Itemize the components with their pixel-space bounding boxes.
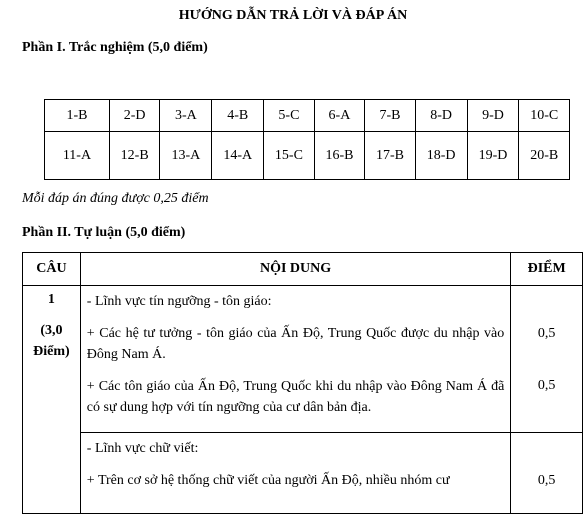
essay-header-row [23, 253, 583, 286]
content-cell [80, 286, 510, 433]
answer-cell: 8-D [415, 100, 467, 132]
answer-key-table [44, 99, 570, 180]
content-line: + Trên cơ sở hệ thống chữ viết của người Ấn Độ, nhiều nhóm cư [86, 473, 450, 488]
answer-cell: 20-B [519, 132, 570, 180]
score-cell [511, 286, 583, 433]
answer-cell: 11-A [45, 132, 110, 180]
column-header-content: NỘI DUNG [80, 253, 510, 286]
question-points-line: (3,0 [40, 323, 63, 338]
answer-cell: 15-C [264, 132, 315, 180]
question-points [23, 320, 80, 362]
answer-cell: 12-B [109, 132, 160, 180]
part1-heading: Phần I. Trắc nghiệm (5,0 điểm) [22, 40, 208, 55]
answer-cell: 2-D [109, 100, 160, 132]
answer-cell: 16-B [314, 132, 365, 180]
content-cell [80, 433, 510, 514]
answer-cell: 1-B [45, 100, 110, 132]
answer-cell: 3-A [160, 100, 212, 132]
answer-cell: 4-B [212, 100, 264, 132]
page-title: HƯỚNG DẪN TRẢ LỜI VÀ ĐÁP ÁN [178, 8, 408, 23]
column-header-question: CÂU [23, 253, 81, 286]
content-line: + Các hệ tư tưởng - tôn giáo của Ấn Độ, Trung Quốc được du nhập vào Đông Nam Á. [86, 326, 505, 362]
essay-table [22, 252, 583, 514]
question-number: 1 [47, 292, 55, 307]
answer-cell: 6-A [314, 100, 365, 132]
answer-cell: 9-D [467, 100, 519, 132]
score-value: 0,5 [537, 326, 556, 341]
answer-row [45, 100, 570, 132]
score-value: 0,5 [537, 473, 556, 488]
answer-cell: 5-C [264, 100, 315, 132]
answer-cell: 14-A [212, 132, 264, 180]
answer-cell: 13-A [160, 132, 212, 180]
part2-heading: Phần II. Tự luận (5,0 điểm) [22, 225, 186, 240]
content-line: + Các tôn giáo của Ấn Độ, Trung Quốc khi du nhập vào Đông Nam Á đã có sự dung hợp với tín ngưỡng của cư dân bản địa. [86, 379, 505, 415]
answer-cell: 18-D [415, 132, 467, 180]
content-line: - Lĩnh vực chữ viết: [86, 441, 199, 456]
answer-cell: 19-D [467, 132, 519, 180]
answer-cell: 17-B [365, 132, 416, 180]
answer-row [45, 132, 570, 180]
answer-cell: 10-C [519, 100, 570, 132]
score-value: 0,5 [537, 378, 556, 393]
essay-row [23, 433, 583, 514]
column-header-score: ĐIỂM [511, 253, 583, 286]
scoring-note: Mỗi đáp án đúng được 0,25 điểm [22, 191, 209, 206]
essay-row [23, 286, 583, 433]
answer-cell: 7-B [365, 100, 416, 132]
score-cell [511, 433, 583, 514]
content-line: - Lĩnh vực tín ngưỡng - tôn giáo: [86, 294, 272, 309]
question-cell [23, 286, 81, 514]
question-points-line: Điểm) [33, 344, 70, 359]
